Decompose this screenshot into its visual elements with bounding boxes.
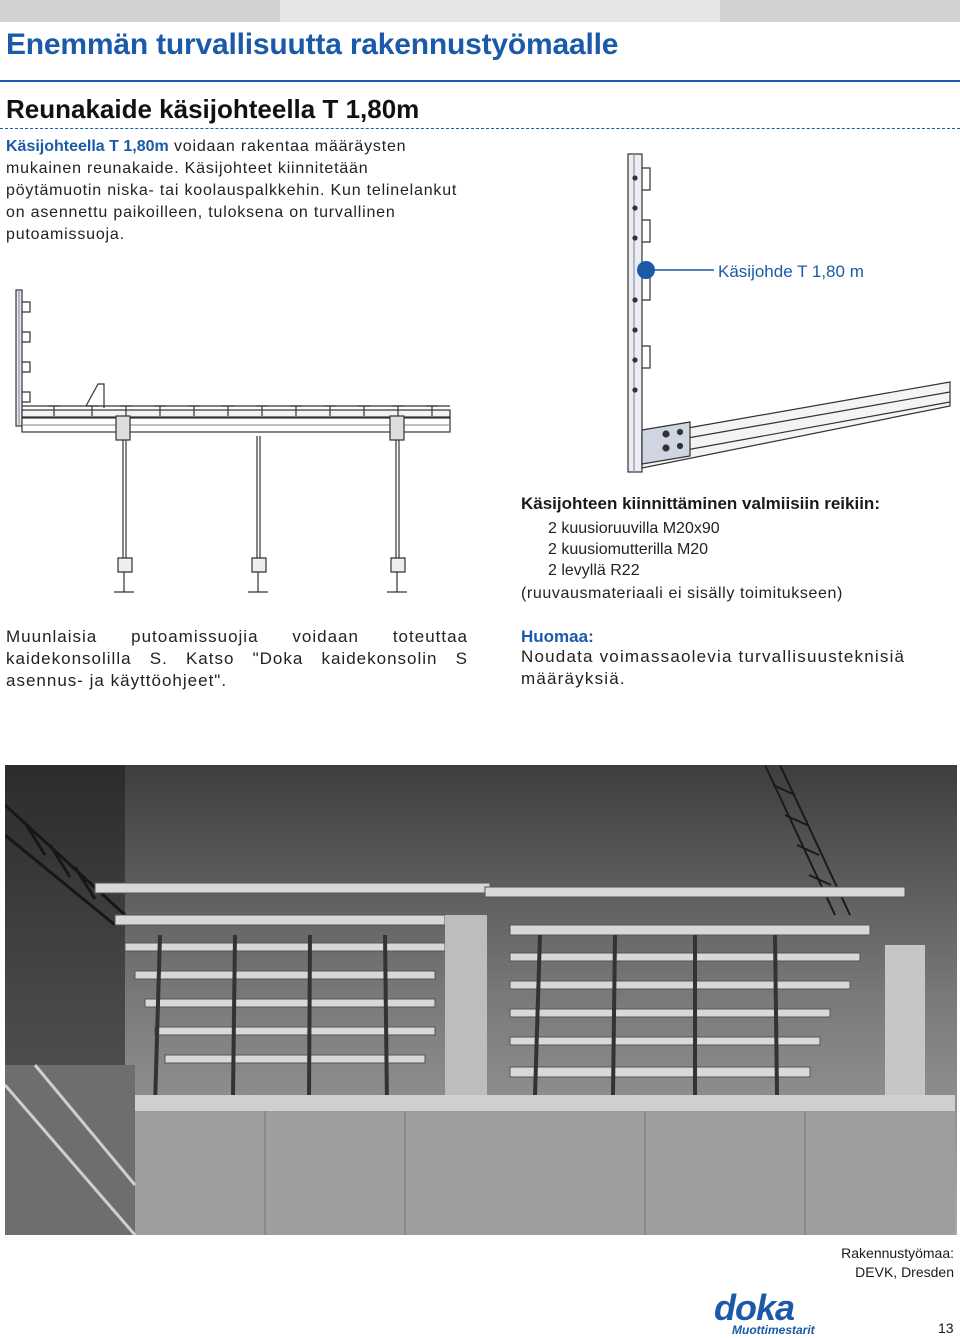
handrail-callout-label: Käsijohde T 1,80 m bbox=[718, 262, 864, 281]
intro-text: voidaan rakentaa määräysten mukainen reunakaide. Käsijohteet kiinnitetään pöytämuotin niska- tai koolauspalkkehin. Kun telinelankut on asennettu paikoilleen, tuloksena on turvallinen putoamissuoja. bbox=[6, 138, 458, 243]
construction-site-photo bbox=[5, 765, 957, 1235]
fixing-item: 2 kuusioruuvilla M20x90 bbox=[548, 520, 720, 537]
doka-logo-text: doka bbox=[714, 1290, 795, 1328]
photo-caption-line: Rakennustyömaa: bbox=[841, 1245, 954, 1261]
doka-tagline: Muottimestarit bbox=[732, 1323, 815, 1336]
guardrail-note: Muunlaisia putoamissuojia voidaan toteuttaa kaidekonsolilla S. Katso "Doka kaidekonsolin S asennus- ja käyttöohjeet". bbox=[6, 627, 468, 690]
notice-text: Noudata voimassaolevia turvallisuusteknisiä määräyksiä. bbox=[521, 647, 906, 688]
intro-paragraph bbox=[6, 136, 468, 246]
formwork-elevation-drawing bbox=[14, 288, 456, 594]
fixing-item: 2 levyllä R22 bbox=[548, 562, 640, 579]
page-number: 13 bbox=[938, 1320, 954, 1336]
section-title: Reunakaide käsijohteella T 1,80m bbox=[6, 94, 420, 124]
intro-lead: Käsijohteella T 1,80m bbox=[6, 138, 169, 155]
fixing-title: Käsijohteen kiinnittäminen valmiisiin reikiin: bbox=[521, 494, 880, 513]
photo-caption bbox=[841, 1244, 954, 1282]
top-band-segment bbox=[720, 0, 960, 22]
title-divider bbox=[0, 80, 960, 82]
top-band-segment bbox=[0, 0, 280, 22]
handrail-detail-drawing bbox=[620, 150, 960, 480]
notice-title: Huomaa: bbox=[521, 627, 594, 646]
fixing-note: (ruuvausmateriaali ei sisälly toimitukseen) bbox=[521, 585, 843, 602]
page-title: Enemmän turvallisuutta rakennustyömaalle bbox=[6, 28, 619, 61]
photo-caption-line: DEVK, Dresden bbox=[855, 1264, 954, 1280]
fixing-item: 2 kuusiomutterilla M20 bbox=[548, 541, 709, 558]
top-band bbox=[0, 0, 960, 22]
fixing-list bbox=[548, 518, 720, 581]
section-divider bbox=[0, 128, 960, 129]
doka-logo bbox=[712, 1290, 852, 1336]
